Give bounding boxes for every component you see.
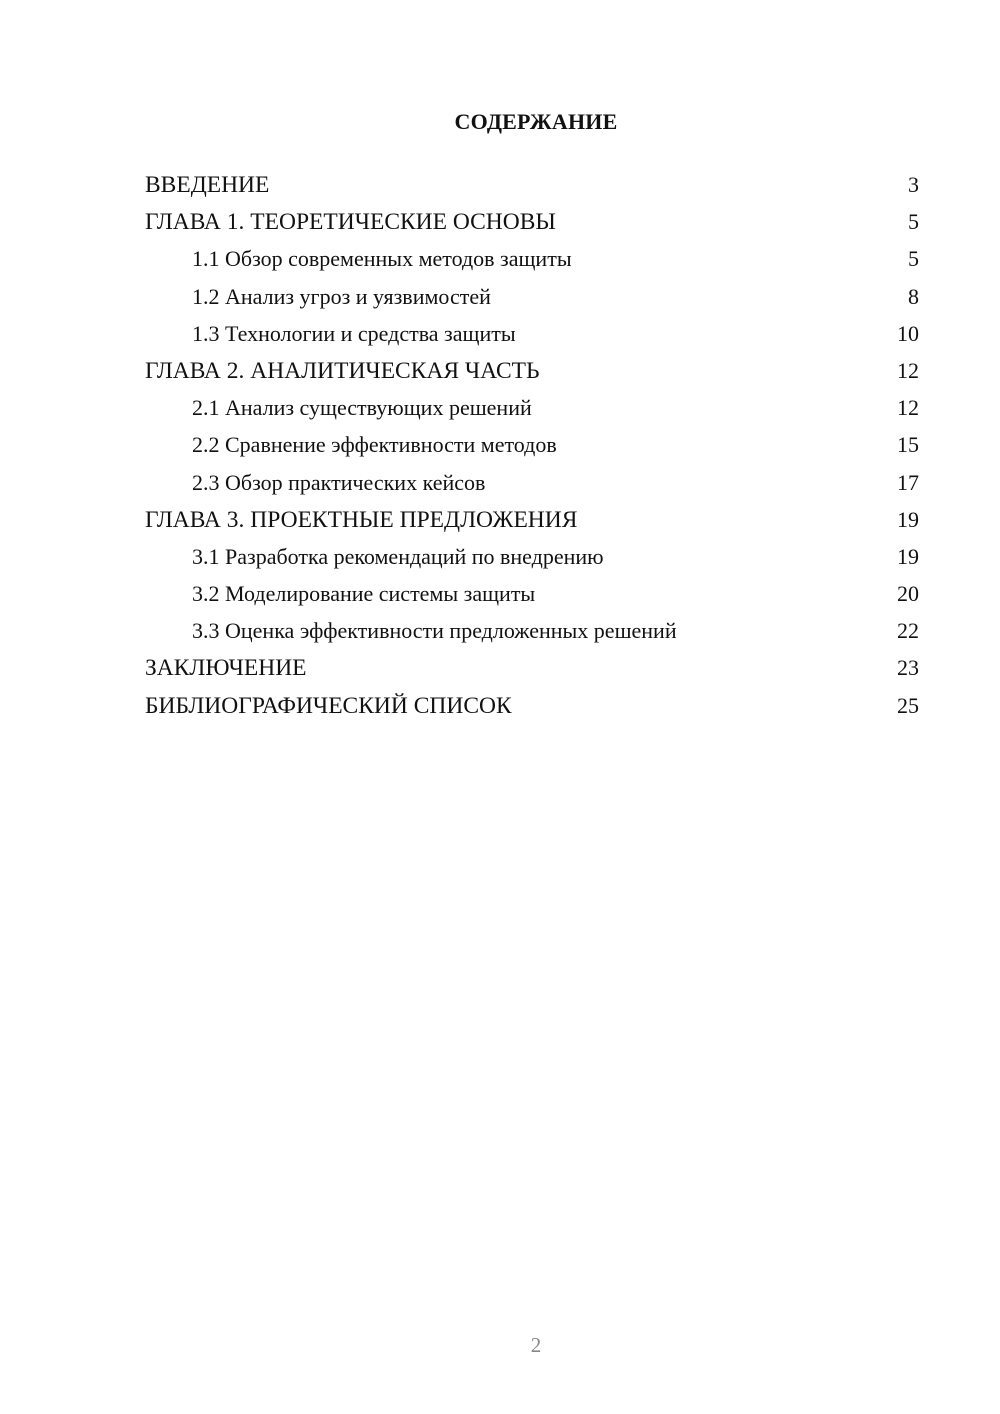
toc-entry-label: ВВЕДЕНИЕ [145, 172, 270, 198]
toc-entry-chapter-2[interactable] [145, 352, 919, 389]
toc-entry-label: 1.2 Анализ угроз и уязвимостей [192, 283, 491, 309]
toc-entry-page: 25 [897, 692, 919, 718]
toc-entry-chapter-3[interactable] [145, 501, 919, 538]
toc-entry-bibliography[interactable] [145, 687, 919, 724]
toc-entry-introduction[interactable] [145, 166, 919, 203]
toc-entry-chapter-1[interactable] [145, 203, 919, 240]
toc-entry-page: 5 [908, 246, 919, 272]
toc-entry-section-2-1[interactable] [145, 389, 919, 426]
toc-entry-page: 17 [897, 469, 919, 495]
table-of-contents [145, 166, 919, 724]
toc-entry-page: 19 [897, 506, 919, 532]
page-number: 2 [530, 1333, 542, 1357]
toc-entry-label: 3.2 Моделирование системы защиты [192, 581, 536, 607]
toc-entry-section-1-3[interactable] [145, 315, 919, 352]
toc-entry-label: 3.3 Оценка эффективности предложенных решений [192, 618, 677, 644]
toc-entry-label: 2.3 Обзор практических кейсов [192, 469, 486, 495]
toc-entry-page: 10 [897, 320, 919, 346]
toc-entry-section-3-3[interactable] [145, 612, 919, 649]
toc-entry-page: 3 [908, 172, 919, 197]
toc-entry-label: ГЛАВА 1. ТЕОРЕТИЧЕСКИЕ ОСНОВЫ [145, 209, 556, 236]
toc-entry-section-2-2[interactable] [145, 426, 919, 463]
toc-entry-label: ЗАКЛЮЧЕНИЕ [145, 655, 307, 682]
toc-entry-label: 3.1 Разработка рекомендаций по внедрению [192, 543, 604, 569]
toc-entry-page: 5 [908, 209, 919, 235]
page-title: СОДЕРЖАНИЕ [454, 108, 618, 134]
toc-entry-conclusion[interactable] [145, 649, 919, 686]
toc-entry-label: 2.2 Сравнение эффективности методов [192, 432, 557, 458]
toc-entry-page: 12 [897, 357, 919, 383]
toc-entry-section-1-1[interactable] [145, 240, 919, 277]
toc-entry-label: 2.1 Анализ существующих решений [192, 395, 532, 421]
toc-entry-section-3-1[interactable] [145, 538, 919, 575]
toc-entry-page: 20 [897, 581, 919, 607]
toc-entry-page: 22 [897, 618, 919, 644]
toc-entry-label: ГЛАВА 2. АНАЛИТИЧЕСКАЯ ЧАСТЬ [145, 357, 540, 384]
toc-entry-label: ГЛАВА 3. ПРОЕКТНЫЕ ПРЕДЛОЖЕНИЯ [145, 506, 578, 533]
toc-entry-section-3-2[interactable] [145, 575, 919, 612]
toc-entry-section-2-3[interactable] [145, 464, 919, 501]
toc-entry-label: 1.1 Обзор современных методов защиты [192, 246, 572, 272]
toc-entry-label: 1.3 Технологии и средства защиты [192, 320, 516, 346]
toc-entry-label: БИБЛИОГРАФИЧЕСКИЙ СПИСОК [145, 692, 512, 719]
toc-entry-page: 15 [897, 432, 919, 458]
toc-entry-page: 19 [897, 543, 919, 569]
toc-entry-page: 23 [897, 655, 919, 681]
toc-entry-page: 12 [897, 395, 919, 421]
toc-entry-page: 8 [908, 283, 919, 309]
toc-entry-section-1-2[interactable] [145, 278, 919, 315]
